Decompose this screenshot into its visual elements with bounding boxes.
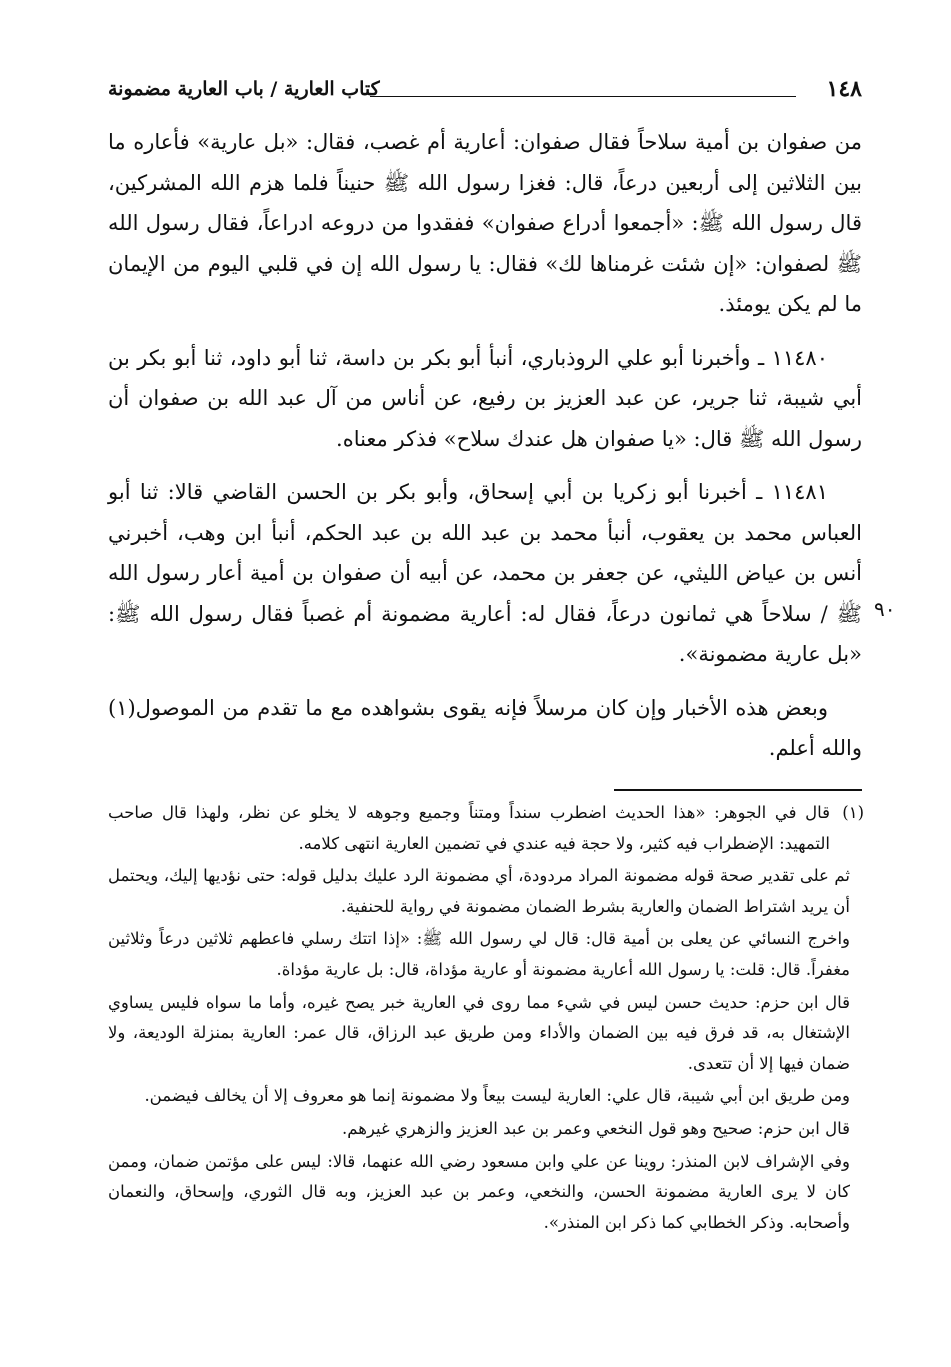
footnote-text: قال في الجوهر: «هذا الحديث اضطرب سنداً ومتناً وجميع وجوهه لا يخلو عن نظر، ولهذا قال صاحب التمهيد: الإضطراب فيه كثير، ولا حجة فيه عندي في تضمين العارية انتهى كلامه.: [108, 803, 830, 853]
footnote-separator: [614, 789, 862, 791]
footnote-marker: (١): [842, 803, 864, 822]
footnote-paragraph: قال ابن حزم: صحيح وهو قول النخعي وعمر بن عبد العزيز والزهري غيرهم.: [341, 1118, 850, 1138]
margin-page-reference: ٩٠: [874, 597, 896, 621]
footnote-paragraph: قال ابن حزم: حديث حسن ليس في شيء مما روى في العارية خبر يصح غيره، وأما ما سواه فليس يساوي الإشتغال به، قد فرق فيه بين الضمان والأداء ومن طريق عبد الرزاق، قال عمر: العارية بمنزلة الوديعة، ولا ضمان فيها إلا أن تتعدى.: [108, 992, 850, 1073]
footnote-paragraph: واخرج النسائي عن يعلى بن أمية قال: قال لي رسول الله ﷺ: «إذا اتتك رسلي فاعطهم ثلاثين درعاً وثلاثين مغفراً. قال: قلت: يا رسول الله أعارية مضمونة أو عارية مؤداة، قال: بل عارية مؤداة.: [108, 929, 850, 979]
hadith-11480: ١١٤٨٠ ـ وأخبرنا أبو علي الروذباري، أنبأ أبو بكر بن داسة، ثنا أبو داود، ثنا أبو بكر بن أبي شيبة، ثنا جرير، عن عبد العزيز بن رفيع، عن أناس من آل عبد الله بن صفوان أن رسول الله ﷺ قال: «يا صفوان هل عندك سلاح» فذكر معناه.: [108, 345, 862, 451]
footnote-paragraph: ومن طريق ابن أبي شيبة، قال علي: العارية ليست بيعاً ولا مضمونة إنما هو معروف إلا أن يخالف فيضمن.: [144, 1086, 850, 1106]
footnotes: [108, 798, 864, 1240]
main-text: [108, 122, 862, 782]
body-paragraph: من صفوان بن أمية سلاحاً فقال صفوان: أعارية أم غصب، فقال: «بل عارية» فأعاره ما بين الثلاثين إلى أربعين درعاً، قال: فغزا رسول الله ﷺ حنيناً فلما هزم الله المشركين، قال رسول الله ﷺ: «أجمعوا أدراع صفوان» ففقدوا من دروعه ادراعاً، فقال رسول الله ﷺ لصفوان: «إن شئت غرمناها لك» فقال: يا رسول الله إن في قلبي اليوم من الإيمان ما لم يكن يومئذ.: [108, 130, 862, 316]
page-header: [108, 74, 862, 108]
author-comment: وبعض هذه الأخبار وإن كان مرسلاً فإنه يقوى بشواهده مع ما تقدم من الموصول(١) والله أعلم.: [108, 695, 862, 760]
footnote-paragraph: ثم على تقدير صحة قوله مضمونة المراد مردودة، أي مضمونة الرد عليك بدليل قوله: حتى نؤديها إليك، ويحتمل أن يريد اشتراط الضمان والعارية بشرط الضمان مضمونة في رواية للحنفية.: [108, 866, 850, 916]
page-number: ١٤٨: [826, 76, 862, 102]
hadith-11481: ١١٤٨١ ـ أخبرنا أبو زكريا بن أبي إسحاق، وأبو بكر بن الحسن القاضي قالا: ثنا أبو العباس محمد بن يعقوب، أنبأ محمد بن عبد الله بن عبد الحكم، أنبأ ابن وهب، أخبرني أنس بن عياض الليثي، عن جعفر بن محمد، عن أبيه أن صفوان بن أمية أعار رسول الله ﷺ / سلاحاً هي ثمانون درعاً، فقال له: أعارية مضمونة أم غصباً فقال رسول الله ﷺ: «بل عارية مضمونة».: [108, 480, 862, 666]
header-rule: [370, 96, 796, 97]
footnote-1: [108, 798, 864, 859]
footnote-paragraph: وفي الإشراف لابن المنذر: روينا عن علي وابن مسعود رضي الله عنهما، قالا: ليس على مؤتمن ضمان، وممن كان لا يرى العارية مضمونة الحسن، والنخعي، وعمر بن عبد العزيز، وبه قال الثوري، وإسحاق، والنعمان وأصحابه. وذكر الخطابي كما ذكر ابن المنذر».: [108, 1151, 850, 1232]
running-title: كتاب العارية / باب العارية مضمونة: [108, 78, 380, 100]
